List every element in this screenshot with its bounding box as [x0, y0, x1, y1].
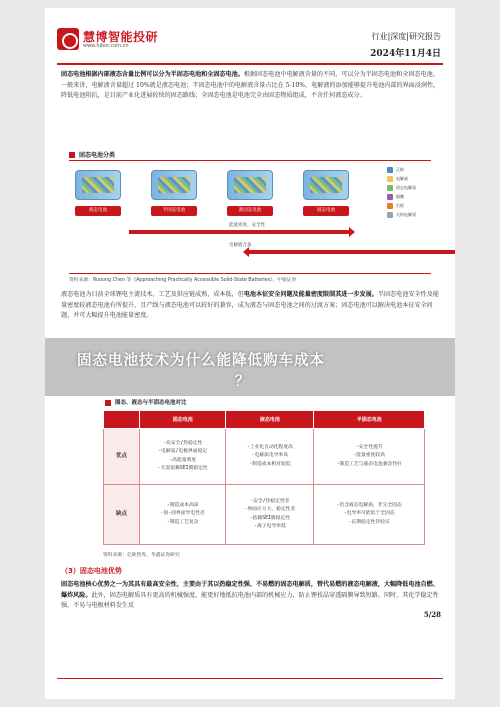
- table-header-cell: 固态电池: [140, 411, 226, 429]
- table-row: [104, 485, 425, 545]
- footer-divider: [57, 678, 443, 679]
- table-row: [104, 429, 425, 485]
- figure-legend: [387, 166, 431, 222]
- page-number: 5/28: [423, 610, 441, 619]
- legend-swatch: [387, 194, 393, 200]
- cell-line: -长期稳定性待验证: [348, 519, 390, 525]
- cell-line: -依赖SEI膜稳定性: [249, 515, 291, 521]
- table-header-cell: 半固态电池: [314, 411, 425, 429]
- cell-line: -能量密度较高: [353, 453, 386, 459]
- table-header-cell: 液态电池: [226, 411, 314, 429]
- table-cell: [314, 485, 425, 545]
- cell-line: -无需依赖SEI膜稳定性: [157, 466, 208, 471]
- cell-line: -制造工艺与液态电池兼容性好: [336, 461, 402, 467]
- bullet-square-icon: [105, 400, 111, 406]
- legend-item: [387, 211, 431, 219]
- cell-line: -高能量密度: [169, 457, 197, 463]
- legend-label: 正极: [396, 167, 404, 172]
- legend-item: [387, 193, 431, 201]
- cell-layers: [158, 177, 190, 193]
- table-header-cell: [104, 411, 140, 429]
- bullet-square-icon: [69, 152, 75, 158]
- legend-swatch: [387, 185, 393, 191]
- table-cell: [226, 485, 314, 545]
- liquid-cell-diagram: [75, 170, 121, 200]
- table-cell: [140, 485, 226, 545]
- paragraph-comparison: [61, 290, 441, 322]
- paragraph-emphasis: 电池本征安全问题及能量密度限制其进一步发展。: [243, 291, 378, 298]
- legend-item: [387, 166, 431, 174]
- semi-solid-cell-diagram: [151, 170, 197, 200]
- comparison-table: [103, 410, 425, 545]
- arrow-label: 电解液含量: [229, 243, 252, 248]
- figure-title-text: 固态电池分类: [79, 152, 116, 159]
- cell-label: 半固态电池: [151, 206, 197, 216]
- cell-line: -工业化自动化程度高: [246, 444, 293, 450]
- paragraph-body: 此外，固态电解质具有更高的机械强度，能更好地抵抗电池内部的机械应力，防止锂枝晶穿透隔膜导致短路。同时，其化学稳定性强，不易与电极材料发生反: [61, 591, 439, 610]
- cell-line: -固-固界面导电性差: [160, 511, 205, 517]
- banner-title: 固态电池技术为什么能降低购车成本: [77, 353, 325, 369]
- figure-title: [69, 150, 431, 160]
- legend-label: 无机电解质: [396, 212, 416, 217]
- cell-line: -电解质/电极界面稳定: [158, 449, 208, 454]
- banner-question-mark: ？: [235, 374, 250, 390]
- figure-title-rule: [69, 160, 431, 161]
- table-header-row: [104, 411, 425, 429]
- report-page: [45, 8, 455, 699]
- legend-swatch: [387, 212, 393, 218]
- row-header: 优点: [104, 429, 140, 485]
- arrow-right-icon: [129, 230, 349, 234]
- legend-item: [387, 202, 431, 210]
- cell-line: -安全/热稳定性差: [250, 498, 290, 504]
- paragraph-advantages: [61, 580, 441, 612]
- classification-figure: [69, 150, 431, 272]
- report-date: 2024年11月4日: [370, 49, 441, 59]
- table-title-text: 图态、液态与半固态电池对比: [115, 400, 187, 406]
- table-cell: [140, 429, 226, 485]
- cell-line: -高安全/热稳定性: [163, 440, 203, 446]
- cell-line: -制造工艺复杂: [166, 519, 199, 525]
- cell-layers: [310, 177, 342, 193]
- cell-label: 液态电池: [75, 206, 121, 216]
- cell-label: 固态电池: [303, 206, 349, 216]
- cell-line: -离子电导率低: [254, 524, 286, 529]
- legend-swatch: [387, 176, 393, 182]
- table-source: 资料来源：亿欧智库，华鑫证券研究: [103, 553, 180, 558]
- paragraph-lead: 固态电池根据内部液态含量比例可以分为半固态电池和全固态电池。: [61, 71, 244, 78]
- cell-line: -制造成本高昂: [166, 502, 199, 508]
- paragraph-body: 根据固态电池中电解液含量的不同，可以分为半固态电池和全固态电池。一般来讲，电解液含量超过 10%就是液态电池；半固态电池中的电解液含量占比在 5-10%，电解液的添加能够提升电池内部的界面浸润性，降低电池阻抗，是目前产业化进展较快的固态路线；全固态电池是电池完全由固态物质组成，不含任何液态成分。: [61, 71, 440, 100]
- legend-label: 负极: [396, 203, 404, 208]
- legend-swatch: [387, 167, 393, 173]
- cell-line: -制造成本相对较低: [249, 461, 291, 467]
- legend-item: [387, 184, 431, 192]
- cell-line: -安全性提升: [355, 444, 383, 450]
- row-header: 缺点: [104, 485, 140, 545]
- report-header: [45, 8, 455, 66]
- legend-swatch: [387, 203, 393, 209]
- figure-source: 资料来源：Ruoong Chen 等《Approaching Practically Accessible Solid-State Batteries》，中银证券: [69, 276, 431, 283]
- cell-line: -电导率可能低于全固态: [343, 511, 395, 517]
- legend-item: [387, 175, 431, 183]
- cell-line: -电解质电导率高: [251, 453, 289, 459]
- paragraph-lead: 固态电池核心优势之一为其具有最高安全性，主要由于其以热稳定性强、不易燃的固态电解质，替代易燃的液态电解液，大幅降低电池自燃、爆炸风险。: [61, 581, 439, 599]
- paragraph-classification: [61, 70, 441, 102]
- header-divider: [57, 63, 443, 65]
- legend-label: 电解液: [396, 176, 408, 181]
- arrow-left-icon: [249, 250, 455, 254]
- table-cell: [314, 429, 425, 485]
- cell-line: -仍含液态电解质，非完全固态: [336, 502, 402, 508]
- report-type: 行业|深度|研究报告: [371, 32, 441, 41]
- cell-label: 准固态电池: [227, 206, 273, 216]
- legend-label: 固态电解质: [396, 185, 416, 190]
- brand-logo-icon: [57, 28, 79, 50]
- brand-url: www.hibor.com.cn: [83, 43, 129, 49]
- cell-layers: [82, 177, 114, 193]
- table-cell: [226, 429, 314, 485]
- cell-line: -界面应力大，稳定性差: [244, 507, 296, 512]
- paragraph-body: 半固态电池安全性及能量密度较液态电池有所提升，且产线与液态电池可以较好的兼容，成为液态与固态电池之间的过渡方案；固态电池可以解决电池本征安全问题，并可大幅提升电池能量密度。: [61, 291, 439, 320]
- cell-layers: [234, 177, 266, 193]
- brand-name: 慧博智能投研: [83, 30, 159, 44]
- arrow-label: 能量密度、安全性: [229, 223, 265, 228]
- solid-cell-diagram: [303, 170, 349, 200]
- paragraph-body: 液态电池为目前全球锂电主流技术，工艺及供应链成熟，成本低，但: [61, 291, 244, 298]
- section-heading: （3）固态电池优势: [61, 567, 122, 575]
- table-title: [105, 398, 405, 408]
- quasi-solid-cell-diagram: [227, 170, 273, 200]
- legend-label: 隔膜: [396, 194, 404, 199]
